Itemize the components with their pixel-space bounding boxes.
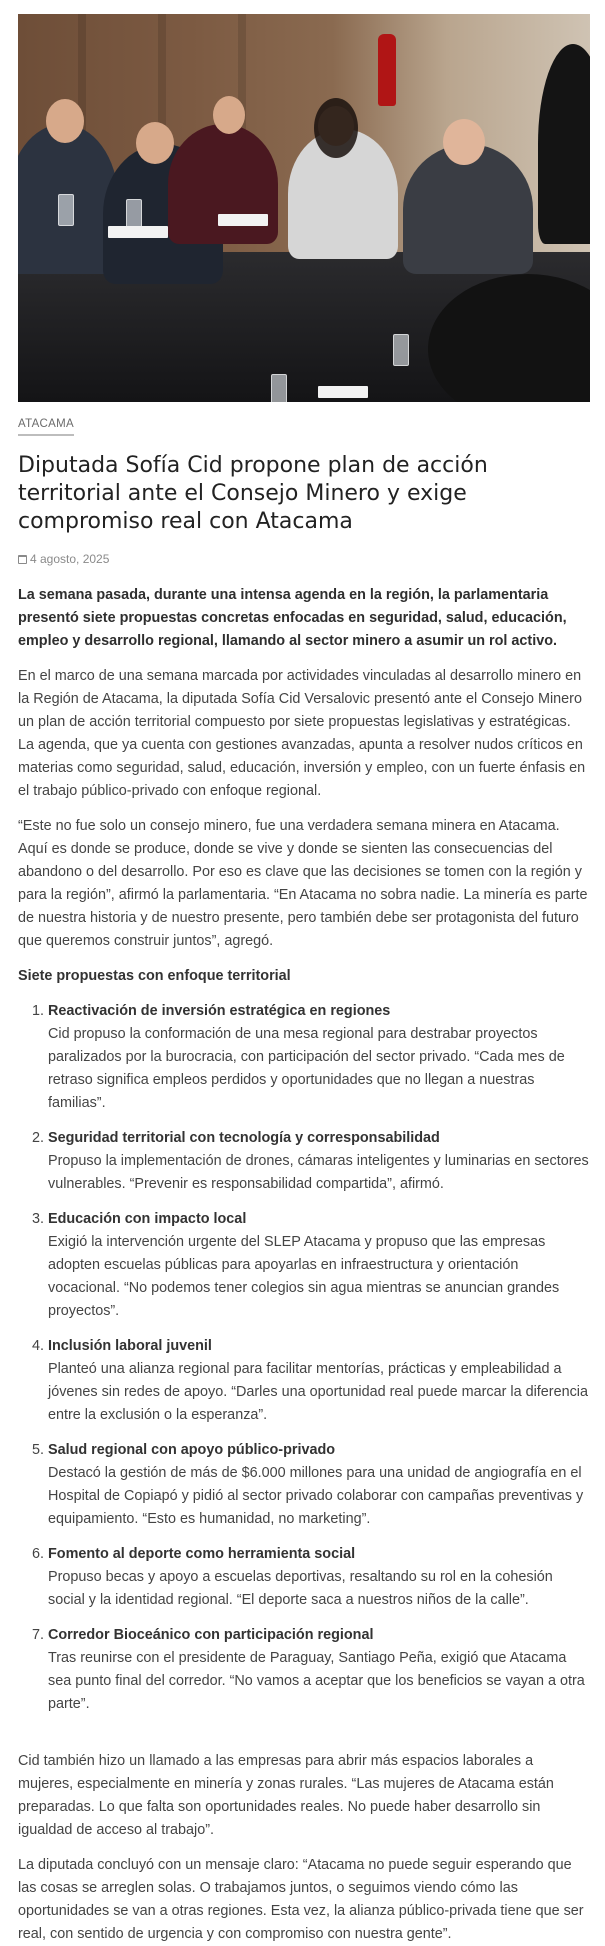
list-item [48,1335,590,1427]
category-tag[interactable]: ATACAMA [18,418,74,436]
proposal-text: Propuso la implementación de drones, cámaras inteligentes y luminarias en sectores vulnerables. “Prevenir es responsabilidad compartida”, afirmó. [48,1153,589,1192]
closing-paragraph: Cid también hizo un llamado a las empresas para abrir más espacios laborales a mujeres, especialmente en minería y zonas rurales. “Las mujeres de Atacama están preparadas. Lo que falta son oportunidades reales. No puede haber desarrollo sin igualdad de acceso al trabajo”. [18,1753,554,1838]
article [18,14,590,1946]
publish-date [18,552,590,566]
proposal-title: Salud regional con apoyo público-privado [48,1442,336,1458]
list-item [48,1000,590,1115]
list-item [48,1543,590,1612]
list-item [48,1624,590,1716]
list-item [48,1208,590,1323]
proposal-title: Reactivación de inversión estratégica en regiones [48,1003,391,1019]
proposal-title: Corredor Bioceánico con participación regional [48,1627,374,1643]
article-paragraph: En el marco de una semana marcada por actividades vinculadas al desarrollo minero en la Región de Atacama, la diputada Sofía Cid Versalovic presentó ante el Consejo Minero un plan de acción territorial compuesto por siete propuestas legislativas y estratégicas. La agenda, que ya cuenta con gestiones avanzadas, apunta a resolver nudos críticos en materias como seguridad, salud, educación, inversión y empleo, con un fuerte énfasis en el trabajo público-privado con enfoque regional. [18,668,586,799]
section-title: Siete propuestas con enfoque territorial [18,968,291,984]
calendar-icon [18,555,27,564]
proposal-text: Cid propuso la conformación de una mesa regional para destrabar proyectos paralizados por la burocracia, con participación del sector privado. “Cada mes de retraso significa empleos perdidos y oportunidades que no llegan a nuestras familias”. [48,1026,565,1111]
proposal-text: Propuso becas y apoyo a escuelas deportivas, resaltando su rol en la cohesión social y la identidad regional. “El deporte saca a nuestros niños de la calle”. [48,1569,553,1608]
proposal-title: Educación con impacto local [48,1211,247,1227]
article-lead: La semana pasada, durante una intensa agenda en la región, la parlamentaria presentó siete propuestas concretas enfocadas en seguridad, salud, educación, empleo y desarrollo regional, llamando al sector minero a asumir un rol activo. [18,587,567,649]
proposal-title: Seguridad territorial con tecnología y corresponsabilidad [48,1130,440,1146]
publish-date-text: 4 agosto, 2025 [30,552,110,566]
article-title: Diputada Sofía Cid propone plan de acción territorial ante el Consejo Minero y exige compromiso real con Atacama [18,453,488,534]
hero-photo [18,14,590,402]
proposal-text: Planteó una alianza regional para facilitar mentorías, prácticas y empleabilidad a jóvenes sin redes de apoyo. “Darles una oportunidad real puede marcar la diferencia entre la exclusión o la esperanza”. [48,1361,588,1423]
proposal-title: Fomento al deporte como herramienta social [48,1546,356,1562]
closing-paragraph: La diputada concluyó con un mensaje claro: “Atacama no puede seguir esperando que las cosas se arreglen solas. O trabajamos juntos, o seguimos viendo cómo las oportunidades se van a otras regiones. Esta vez, la alianza público-privada tiene que ser real, con sentido de urgencia y con compromiso con nuestra gente”. [18,1857,584,1942]
article-paragraph: “Este no fue solo un consejo minero, fue una verdadera semana minera en Atacama. Aquí es donde se produce, donde se vive y donde se sienten las consecuencias del abandono o del desarrollo. Por eso es clave que las decisiones se tomen con la región y para la región”, afirmó la parlamentaria. “En Atacama no sobra nadie. La minería es parte de nuestra historia y de nuestro presente, pero también debe ser protagonista del futuro que queremos construir juntos”, agregó. [18,818,588,949]
proposal-title: Inclusión laboral juvenil [48,1338,212,1354]
proposal-list [18,1000,590,1716]
proposal-text: Tras reunirse con el presidente de Paraguay, Santiago Peña, exigió que Atacama sea punto final del corredor. “No vamos a aceptar que los beneficios se vayan a otra parte”. [48,1650,585,1712]
list-item [48,1127,590,1196]
list-item [48,1439,590,1531]
proposal-text: Exigió la intervención urgente del SLEP Atacama y propuso que las empresas adopten escuelas públicas para apoyarlas en infraestructura y orientación vocacional. “No podemos tener colegios sin agua mientras se anuncian grandes proyectos”. [48,1234,560,1319]
proposal-text: Destacó la gestión de más de $6.000 millones para una unidad de angiografía en el Hospital de Copiapó y pidió al sector privado colaborar con campañas preventivas y equipamiento. “Esto es humanidad, no marketing”. [48,1465,584,1527]
